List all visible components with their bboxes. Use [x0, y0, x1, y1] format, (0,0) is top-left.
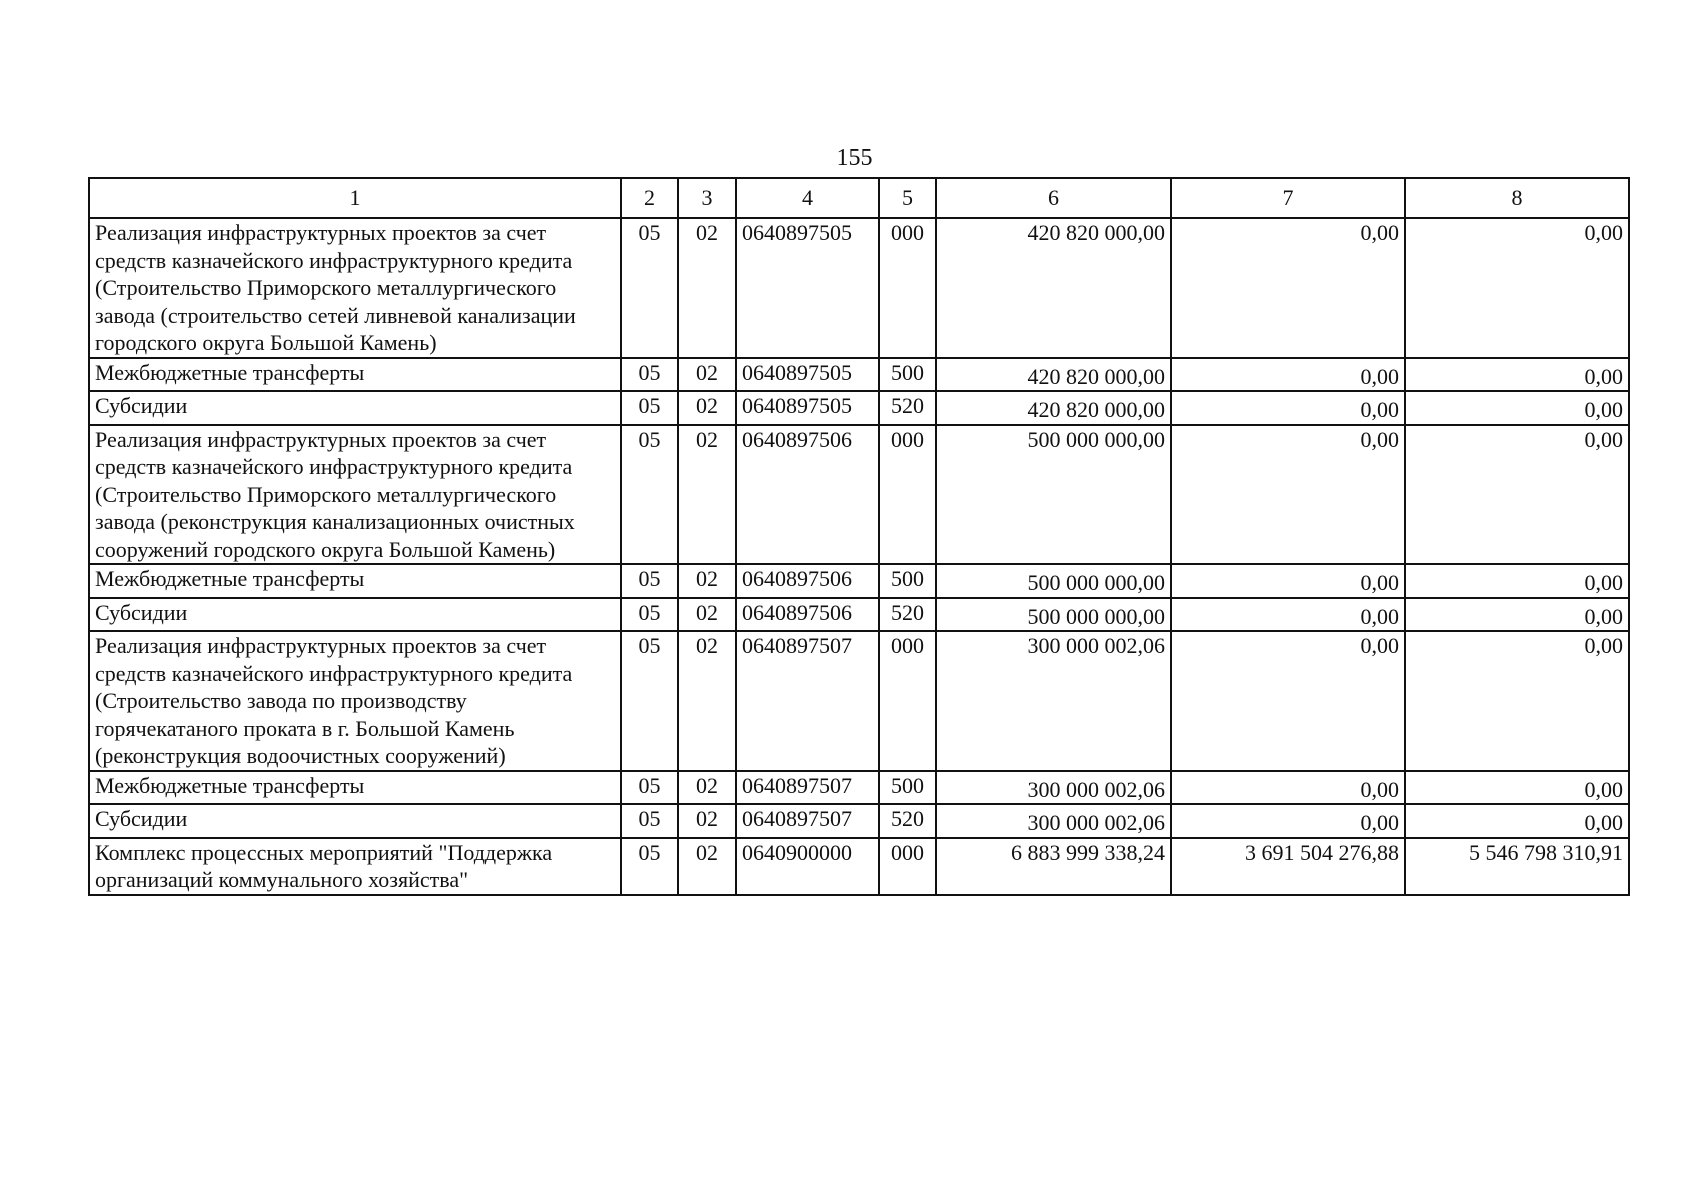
target-article-code: 0640897506	[736, 598, 879, 632]
subsection-code: 02	[678, 598, 736, 632]
amount-col7: 0,00	[1171, 358, 1405, 392]
table-row	[89, 391, 1629, 425]
amount-col8: 0,00	[1405, 358, 1629, 392]
row-name: Межбюджетные трансферты	[89, 771, 621, 805]
target-article-code: 0640897506	[736, 425, 879, 565]
table-row	[89, 838, 1629, 895]
section-code: 05	[621, 391, 678, 425]
amount-col6: 420 820 000,00	[936, 218, 1171, 358]
amount-col6: 420 820 000,00	[936, 391, 1171, 425]
subsection-code: 02	[678, 631, 736, 771]
amount-col6: 300 000 002,06	[936, 804, 1171, 838]
column-header-5: 5	[879, 178, 936, 218]
expense-type-code: 520	[879, 598, 936, 632]
subsection-code: 02	[678, 358, 736, 392]
amount-col7: 0,00	[1171, 631, 1405, 771]
subsection-code: 02	[678, 838, 736, 895]
amount-col8: 0,00	[1405, 564, 1629, 598]
target-article-code: 0640897507	[736, 631, 879, 771]
row-name: Межбюджетные трансферты	[89, 358, 621, 392]
subsection-code: 02	[678, 564, 736, 598]
section-code: 05	[621, 425, 678, 565]
expense-type-code: 000	[879, 425, 936, 565]
table-row	[89, 218, 1629, 358]
amount-col8: 0,00	[1405, 631, 1629, 771]
amount-col6: 500 000 000,00	[936, 598, 1171, 632]
subsection-code: 02	[678, 391, 736, 425]
expense-type-code: 500	[879, 771, 936, 805]
row-name: Субсидии	[89, 598, 621, 632]
expense-type-code: 000	[879, 838, 936, 895]
expense-type-code: 000	[879, 631, 936, 771]
expense-type-code: 500	[879, 564, 936, 598]
section-code: 05	[621, 631, 678, 771]
column-header-3: 3	[678, 178, 736, 218]
amount-col7: 0,00	[1171, 218, 1405, 358]
amount-col8: 0,00	[1405, 804, 1629, 838]
table-row	[89, 358, 1629, 392]
section-code: 05	[621, 218, 678, 358]
amount-col6: 500 000 000,00	[936, 425, 1171, 565]
budget-table	[88, 177, 1630, 896]
section-code: 05	[621, 358, 678, 392]
target-article-code: 0640897506	[736, 564, 879, 598]
target-article-code: 0640897505	[736, 358, 879, 392]
column-header-7: 7	[1171, 178, 1405, 218]
amount-col7: 3 691 504 276,88	[1171, 838, 1405, 895]
section-code: 05	[621, 564, 678, 598]
amount-col7: 0,00	[1171, 804, 1405, 838]
section-code: 05	[621, 838, 678, 895]
subsection-code: 02	[678, 425, 736, 565]
table-row	[89, 564, 1629, 598]
expense-type-code: 520	[879, 391, 936, 425]
section-code: 05	[621, 598, 678, 632]
row-name: Реализация инфраструктурных проектов за счет средств казначейского инфраструктурного кредита (Строительство Приморского металлургического завода (реконструкция канализационных очистных сооружений городского округа Большой Камень)	[89, 425, 621, 565]
amount-col8: 5 546 798 310,91	[1405, 838, 1629, 895]
table-row	[89, 804, 1629, 838]
target-article-code: 0640897505	[736, 391, 879, 425]
section-code: 05	[621, 804, 678, 838]
amount-col7: 0,00	[1171, 391, 1405, 425]
row-name: Межбюджетные трансферты	[89, 564, 621, 598]
amount-col7: 0,00	[1171, 598, 1405, 632]
amount-col7: 0,00	[1171, 425, 1405, 565]
column-header-2: 2	[621, 178, 678, 218]
target-article-code: 0640900000	[736, 838, 879, 895]
column-header-4: 4	[736, 178, 879, 218]
amount-col6: 6 883 999 338,24	[936, 838, 1171, 895]
table-row	[89, 425, 1629, 565]
row-name: Реализация инфраструктурных проектов за счет средств казначейского инфраструктурного кредита (Строительство Приморского металлургического завода (строительство сетей ливневой канализации городского округа Большой Камень)	[89, 218, 621, 358]
amount-col8: 0,00	[1405, 771, 1629, 805]
subsection-code: 02	[678, 218, 736, 358]
table-row	[89, 598, 1629, 632]
amount-col8: 0,00	[1405, 425, 1629, 565]
table-row	[89, 771, 1629, 805]
amount-col7: 0,00	[1171, 771, 1405, 805]
section-code: 05	[621, 771, 678, 805]
target-article-code: 0640897507	[736, 771, 879, 805]
expense-type-code: 520	[879, 804, 936, 838]
table-row	[89, 631, 1629, 771]
row-name: Субсидии	[89, 804, 621, 838]
subsection-code: 02	[678, 804, 736, 838]
amount-col6: 420 820 000,00	[936, 358, 1171, 392]
amount-col6: 500 000 000,00	[936, 564, 1171, 598]
column-header-8: 8	[1405, 178, 1629, 218]
amount-col8: 0,00	[1405, 391, 1629, 425]
expense-type-code: 500	[879, 358, 936, 392]
column-header-1: 1	[89, 178, 621, 218]
amount-col8: 0,00	[1405, 598, 1629, 632]
column-header-6: 6	[936, 178, 1171, 218]
target-article-code: 0640897507	[736, 804, 879, 838]
amount-col6: 300 000 002,06	[936, 771, 1171, 805]
header-row	[89, 178, 1629, 218]
amount-col8: 0,00	[1405, 218, 1629, 358]
row-name: Комплекс процессных мероприятий "Поддержка организаций коммунального хозяйства"	[89, 838, 621, 895]
page-number: 155	[836, 145, 873, 171]
row-name: Субсидии	[89, 391, 621, 425]
subsection-code: 02	[678, 771, 736, 805]
amount-col7: 0,00	[1171, 564, 1405, 598]
target-article-code: 0640897505	[736, 218, 879, 358]
row-name: Реализация инфраструктурных проектов за счет средств казначейского инфраструктурного кредита (Строительство завода по производству горячекатаного проката в г. Большой Камень (реконструкция водоочистных сооружений)	[89, 631, 621, 771]
expense-type-code: 000	[879, 218, 936, 358]
amount-col6: 300 000 002,06	[936, 631, 1171, 771]
